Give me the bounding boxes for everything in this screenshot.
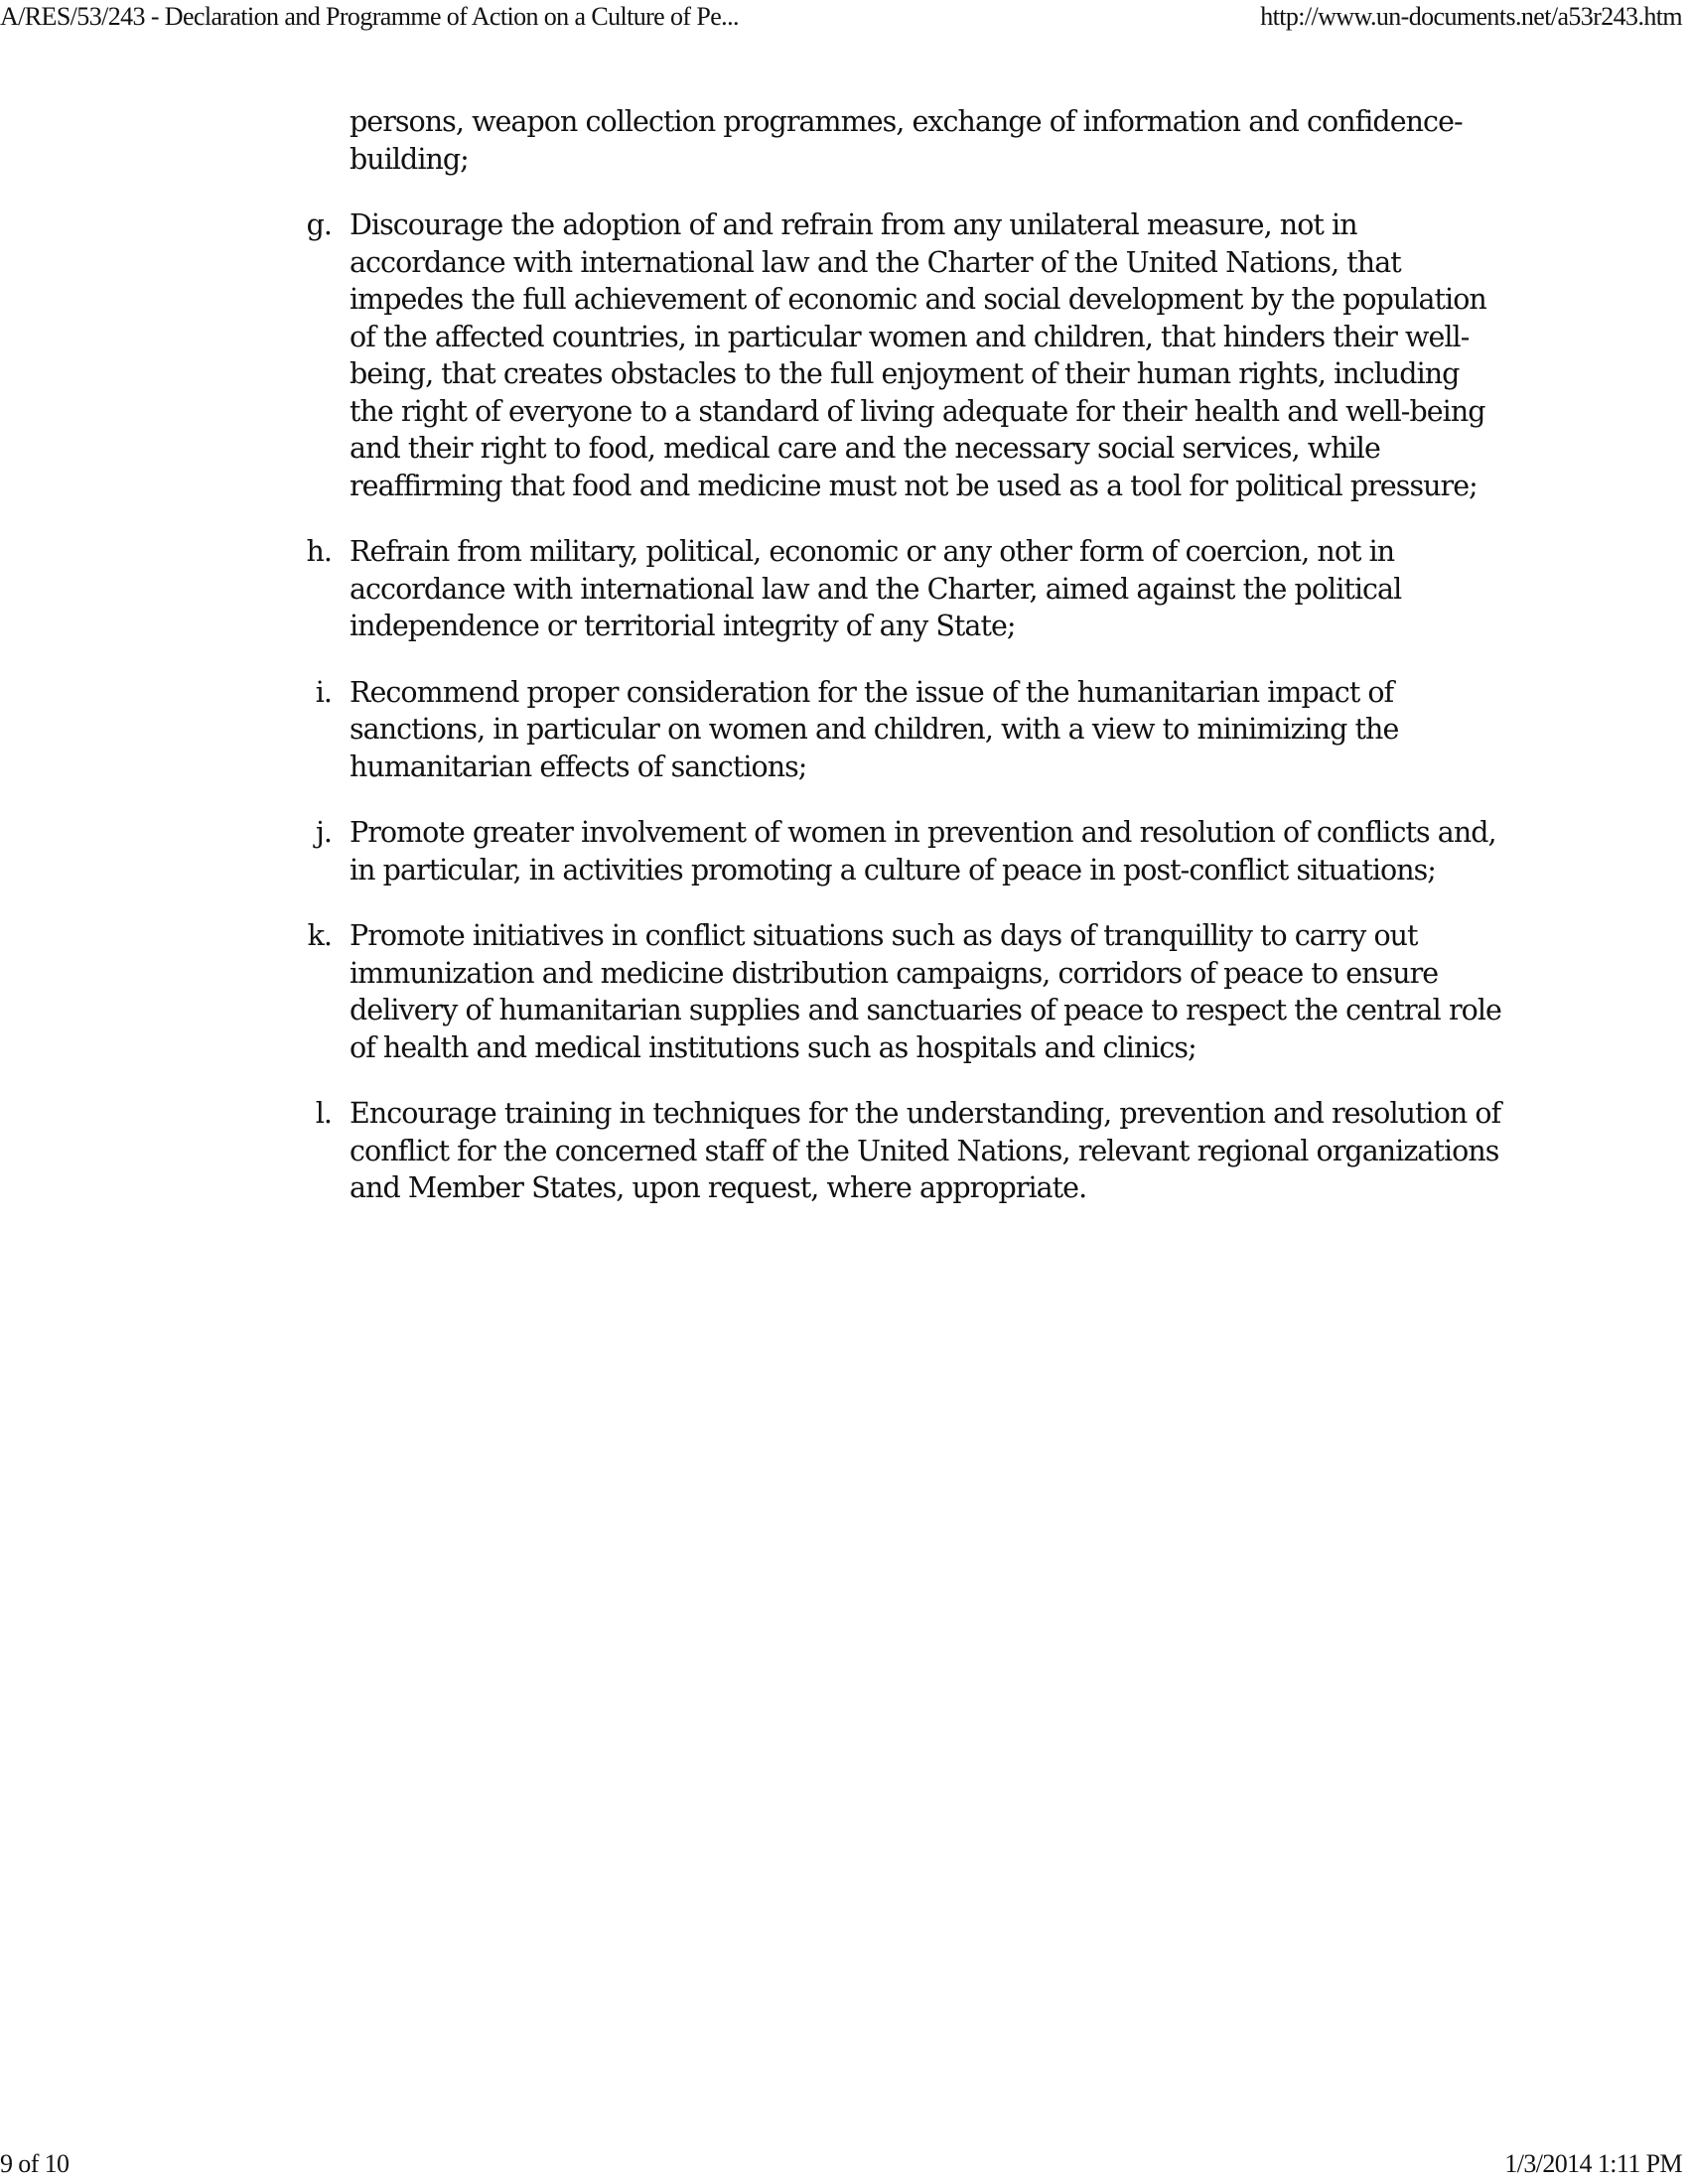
list-item-text: Encourage training in techniques for the understanding, prevention and resolution of conflict for the concerned staff of the United Nations, relevant regional organizations and Member States, upon request, where appropriate.	[350, 1097, 1501, 1204]
list-item-l	[315, 1095, 1501, 1207]
list-item-k	[307, 917, 1501, 1066]
page-url: http://www.un-documents.net/a53r243.htm	[1260, 2, 1682, 31]
list-item-h	[306, 533, 1501, 645]
list-marker: i.	[315, 675, 332, 709]
document-body	[0, 103, 1688, 1236]
print-timestamp: 1/3/2014 1:11 PM	[1504, 2149, 1682, 2178]
list-item-g	[306, 206, 1501, 504]
list-item-text: Recommend proper consideration for the issue of the humanitarian impact of sanctions, in particular on women and children, with a view to minimizing the humanitarian effects of sanctions;	[350, 675, 1399, 783]
list-item-j	[316, 814, 1501, 888]
print-footer	[0, 2149, 1688, 2179]
continuation-text: persons, weapon collection programmes, exchange of information and confidence-building;	[350, 105, 1463, 176]
list-item-text: Discourage the adoption of and refrain from any unilateral measure, not in accordance with international law and the Charter of the United Nations, that impedes the full achievement of economic and social development by the population of the affected countries, in particular women and children, that hinders their well-being, that creates obstacles to the full enjoyment of their human rights, including the right of everyone to a standard of living adequate for their health and well-being and their right to food, medical care and the necessary social services, while reaffirming that food and medicine must not be used as a tool for political pressure;	[350, 208, 1486, 502]
list-marker: h.	[306, 535, 332, 568]
list-marker: l.	[315, 1097, 332, 1130]
list-item-text: Promote greater involvement of women in prevention and resolution of conflicts and, in particular, in activities promoting a culture of peace in post-conflict situations;	[350, 816, 1496, 887]
list-marker: g.	[306, 208, 332, 241]
list-item-i	[315, 674, 1501, 786]
continuation-paragraph	[350, 103, 1501, 178]
list-item-text: Promote initiatives in conflict situations such as days of tranquillity to carry out immunization and medicine distribution campaigns, corridors of peace to ensure delivery of humanitarian supplies and sanctuaries of peace to respect the central role of health and medical institutions such as hospitals and clinics;	[350, 919, 1501, 1064]
list-marker: j.	[316, 816, 332, 849]
page-indicator: 9 of 10	[0, 2149, 70, 2178]
page-title: A/RES/53/243 - Declaration and Programme of Action on a Culture of Pe...	[0, 2, 739, 31]
list-marker: k.	[307, 919, 332, 952]
list-item-text: Refrain from military, political, economic or any other form of coercion, not in accordance with international law and the Charter, aimed against the political independence or territorial integrity of any State;	[350, 535, 1402, 642]
print-header	[0, 2, 1688, 32]
